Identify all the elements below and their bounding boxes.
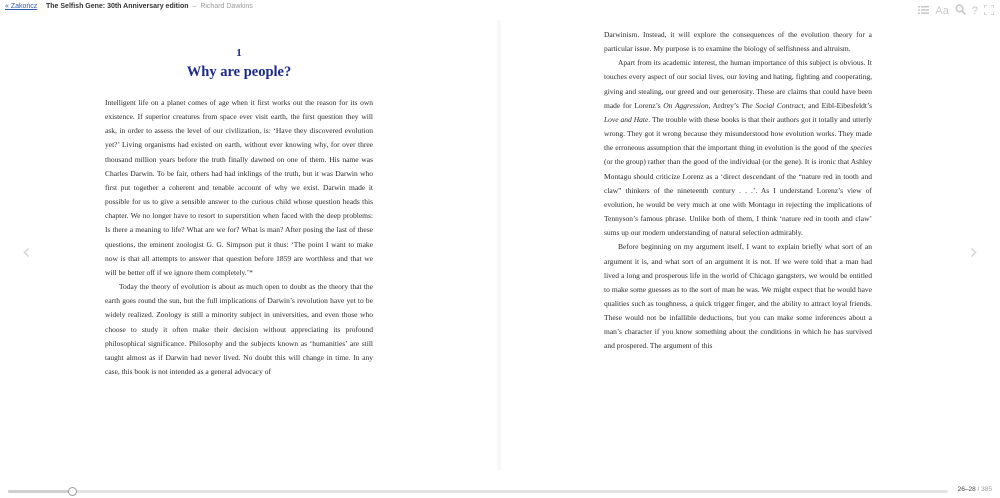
previous-page-arrow-icon[interactable]: ‹ xyxy=(22,240,31,265)
book-header xyxy=(46,0,253,14)
right-page xyxy=(604,28,872,354)
paragraph: Intelligent life on a planet comes of age when it first works out the reason for its own existence. If superior creatures from space ever visit earth, the first question they will ask, in order to assess the level of our civilization, is: ‘Have they discovered evolution yet?’ Living organisms had existed on earth, without ever knowing why, for over three thousand million years before the truth finally dawned on one of them. His name was Charles Darwin. To be fair, others had had inklings of the truth, but it was Darwin who first put together a coherent and tenable account of why we exist. Darwin made it possible for us to give a sensible answer to the curious child whose question heads this chapter. We no longer have to resort to superstition when faced with the deep problems: Is there a meaning to life? What are we for? What is man? After posing the last of these questions, the eminent zoologist G. G. Simpson put it thus: ‘The point I want to make now is that all attempts to answer that question before 1859 are worthless and that we will be better off if we ignore them completely.’* xyxy=(105,98,373,277)
total-pages: 385 xyxy=(981,486,992,493)
slider-thumb[interactable] xyxy=(68,487,77,496)
list-icon[interactable] xyxy=(918,5,929,18)
fullscreen-icon[interactable] xyxy=(984,5,994,18)
chapter-title: Why are people? xyxy=(186,64,292,80)
book-title: The Selfish Gene: 30th Anniversary edition xyxy=(46,3,189,10)
page-count-separator: / xyxy=(975,486,982,493)
help-icon[interactable]: ? xyxy=(971,5,978,17)
top-bar xyxy=(0,0,1000,16)
left-page xyxy=(105,96,373,379)
page-gutter xyxy=(496,20,502,470)
current-pages: 26–28 xyxy=(957,486,976,493)
close-reader-link[interactable]: « Zakończ xyxy=(5,3,38,10)
page-progress-slider[interactable] xyxy=(8,490,948,493)
title-separator: – xyxy=(192,3,197,10)
chapter-number: 1 xyxy=(236,47,242,59)
page-counter xyxy=(958,486,992,493)
book-author: Richard Dawkins xyxy=(200,3,253,10)
paragraph: Before beginning on my argument itself, I want to explain briefly what sort of an argument it is, and what sort of an argument it is not. If we were told that a man had lived a long and prosperous life in the world of Chicago gangsters, we would be entitled to make some guesses as to the sort of man he was. We might expect that he would have qualities such as toughness, a quick trigger finger, and the ability to attract loyal friends. These would not be infallible deductions, but you can make some inferences about a man’s character if you know something about the conditions in which he has survived and prospered. The argument of this xyxy=(604,242,872,351)
font-size-icon[interactable]: Aa xyxy=(935,5,949,17)
paragraph: Today the theory of evolution is about as much open to doubt as the theory that the earth goes round the sun, but the full implications of Darwin’s revolution have yet to be widely realized. Zoology is still a minority subject in universities, and even those who choose to study it often make their decision without appreciating its profound philosophical significance. Philosophy and the subjects known as ‘humanities’ are still taught almost as if Darwin had never lived. No doubt this will change in time. In any case, this book is not intended as a general advocacy of xyxy=(105,282,373,376)
search-icon[interactable] xyxy=(955,4,966,18)
slider-fill xyxy=(8,490,72,493)
next-page-arrow-icon[interactable]: › xyxy=(969,240,978,265)
paragraph: Darwinism. Instead, it will explore the consequences of the evolution theory for a particular issue. My purpose is to examine the biology of selfishness and altruism. xyxy=(604,30,872,54)
reader-toolbar xyxy=(918,4,994,18)
paragraph: Apart from its academic interest, the human importance of this subject is obvious. It touches every aspect of our social lives, our loving and hating, fighting and cooperating, giving and stealing, our greed and our generosity. These are claims that could have been made for Lorenz’s On Aggression, Ardrey’s The Social Contract, and Eibl-Eibesfeldt’s Love and Hate. The trouble with these books is that their authors got it totally and utterly wrong. They got it wrong because they misunderstood how evolution works. They made the erroneous assumption that the important thing in evolution is the good of the species (or the group) rather than the good of the individual (or the gene). It is ironic that Ashley Montagu should criticize Lorenz as a ‘direct descendant of the “nature red in tooth and claw” thinkers of the nineteenth century . . .’. As I understand Lorenz’s view of evolution, he would be very much at one with Montagu in rejecting the implications of Tennyson’s famous phrase. Unlike both of them, I think ‘nature red in tooth and claw’ sums up our modern understanding of natural selection admirably. xyxy=(604,58,872,238)
